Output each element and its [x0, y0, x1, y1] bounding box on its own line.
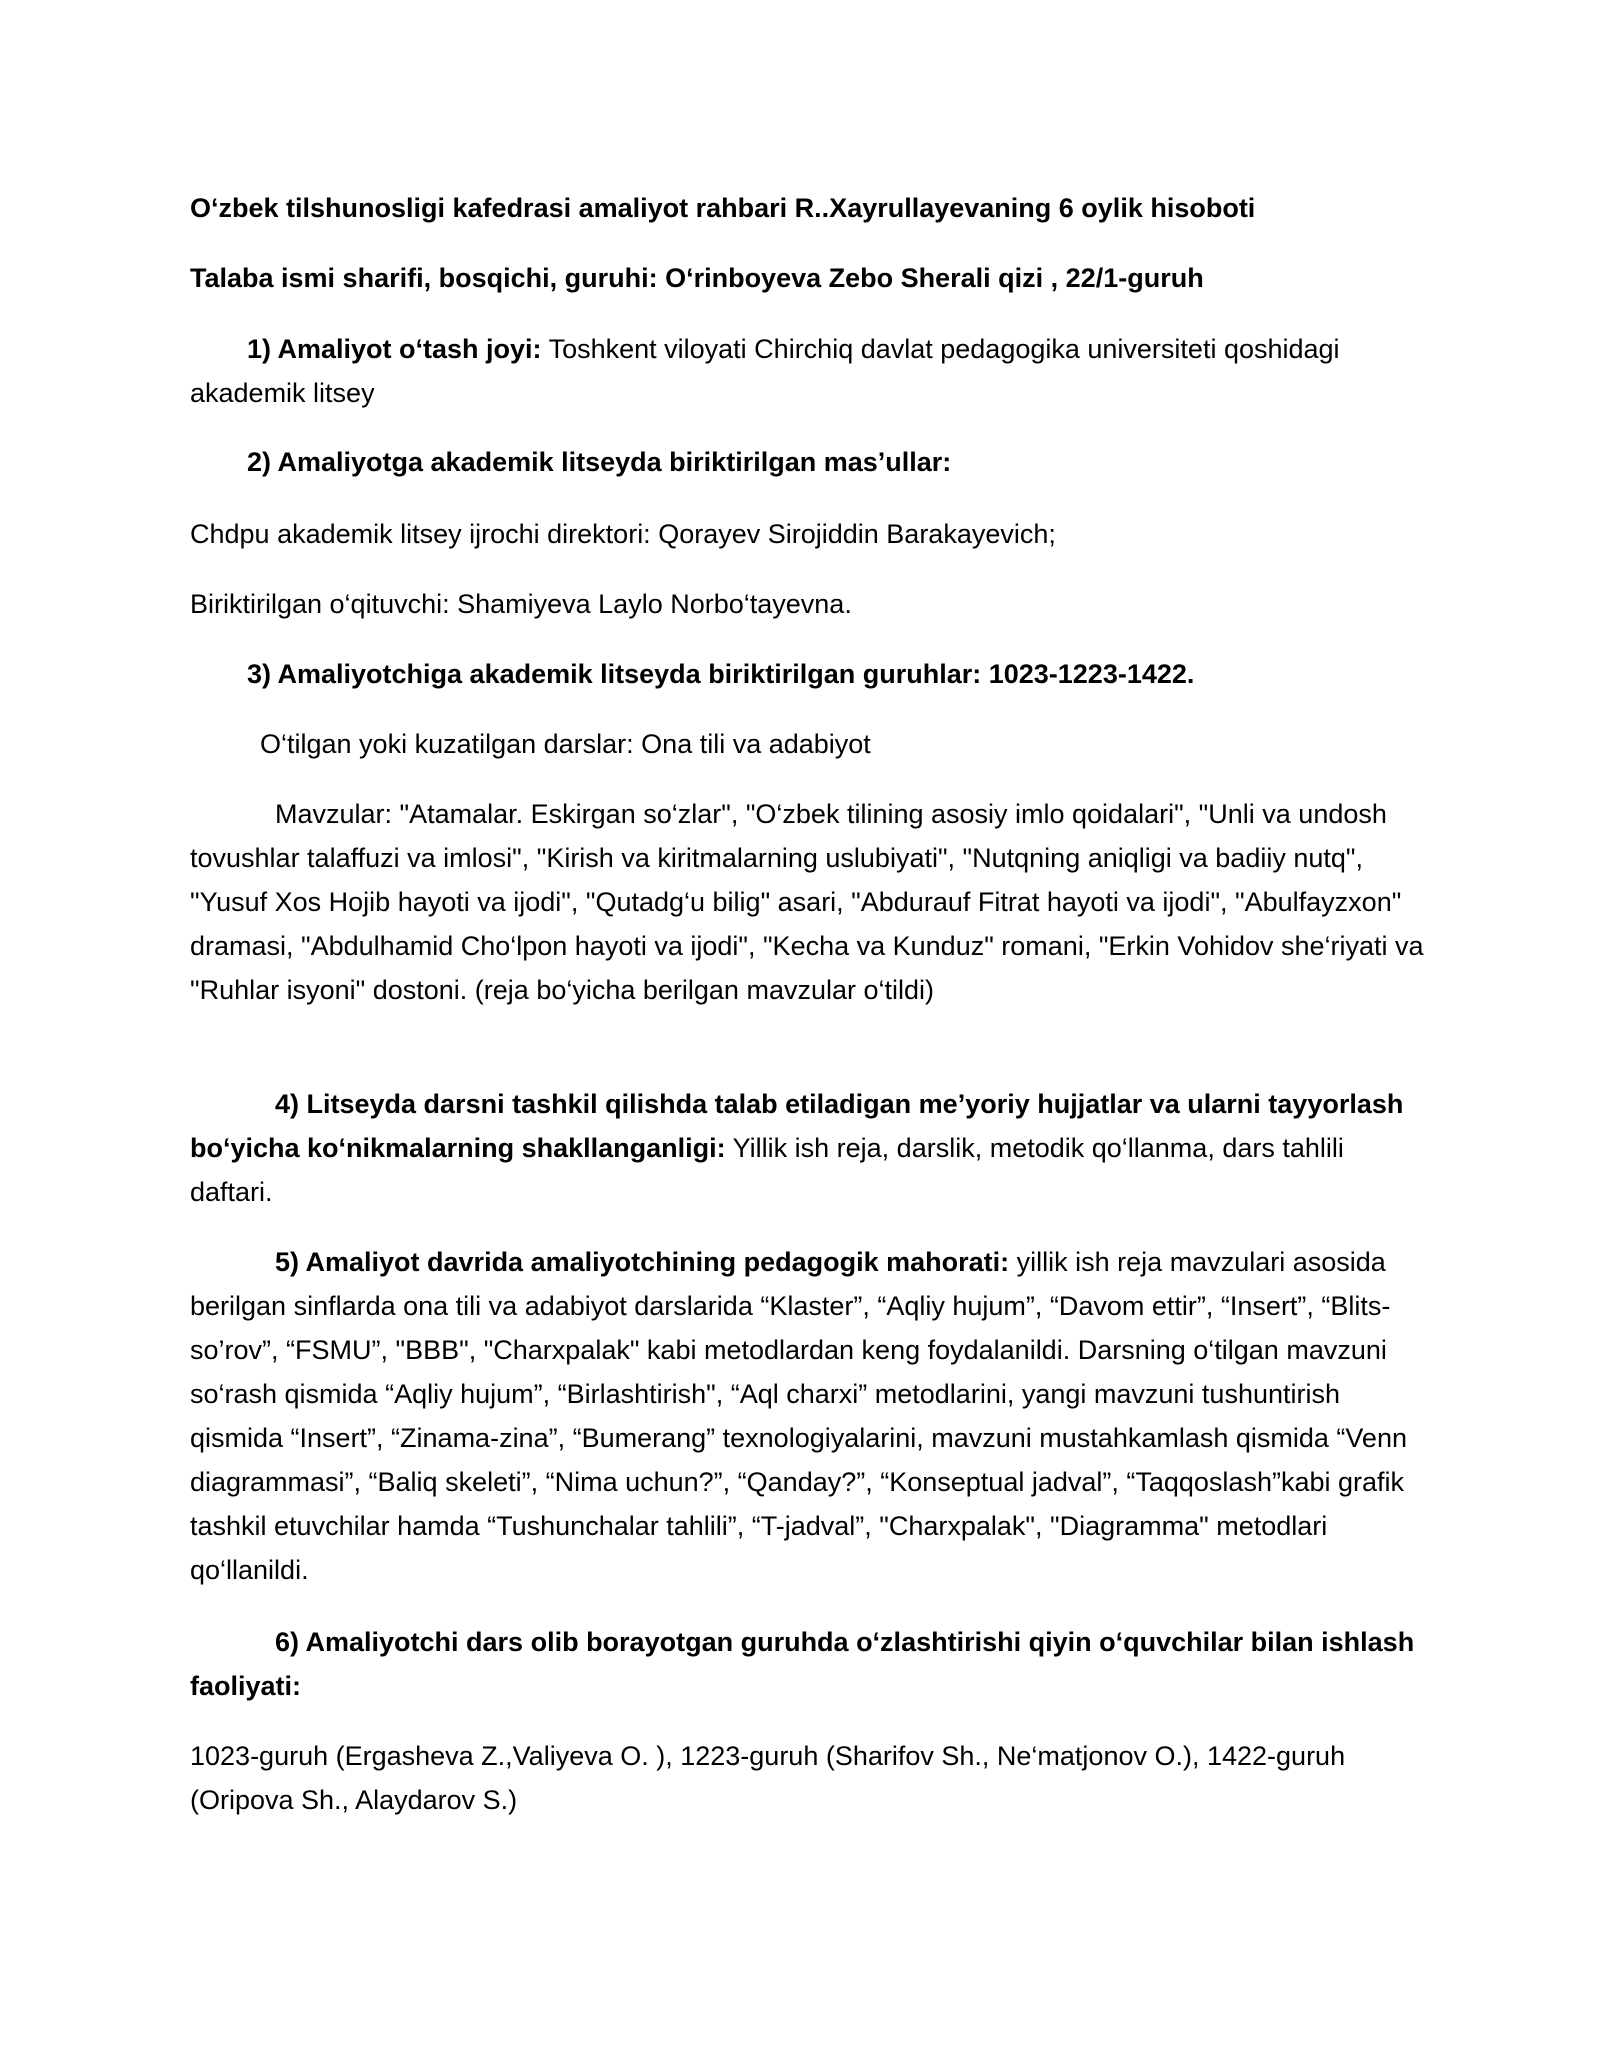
section-5-text: yillik ish reja mavzulari asosida berilgan sinflarda ona tili va adabiyot darslarida “Klaster”, “Aqliy hujum”, “Davom ettir”, “Insert”, “Blits-so’rov”, “FSMU”, "BBB", "Charxpalak" kabi metodlardan keng foydalanildi. Darsning o‘tilgan mavzuni so‘rash qismida “Aqliy hujum”, “Birlashtirish", “Aql charxi” metodlarini, yangi mavzuni tushuntirish qismida “Insert”, “Zinama-zina”, “Bumerang” texnologiyalarini, mavzuni mustahkamlash qismida “Venn diagrammasi”, “Baliq skeleti”, “Nima uchun?”, “Qanday?”, “Konseptual jadval”, “Taqqoslash”kabi grafik tashkil etuvchilar hamda “Tushunchalar tahlili”, “T-jadval”, "Charxpalak", "Diagramma" metodlari qo‘llanildi. — [190, 1247, 1407, 1585]
lessons-line: O‘tilgan yoki kuzatilgan darslar: Ona tili va adabiyot — [260, 729, 871, 759]
section-4 — [190, 1082, 1430, 1214]
section-4-text: Yillik ish reja, darslik, metodik qo‘llanma, dars tahlili daftari. — [190, 1133, 1344, 1207]
section-1-label: 1) Amaliyot o‘tash joyi: — [247, 334, 542, 364]
section-5 — [190, 1240, 1430, 1592]
section-1-text: Toshkent viloyati Chirchiq davlat pedagogika universiteti qoshidagi akademik litsey — [190, 334, 1340, 408]
document-title: O‘zbek tilshunosligi kafedrasi amaliyot rahbari R..Xayrullayevaning 6 oylik hisoboti — [190, 193, 1256, 223]
teacher-line: Biriktirilgan o‘qituvchi: Shamiyeva Laylo Norbo‘tayevna. — [190, 589, 852, 619]
section-3-groups: 1023-1223-1422. — [981, 659, 1195, 689]
section-5-label: 5) Amaliyot davrida amaliyotchining pedagogik mahorati: — [275, 1247, 1010, 1277]
groups-detail: 1023-guruh (Ergasheva Z.,Valiyeva O. ), 1223-guruh (Sharifov Sh., Ne‘matjonov O.), 1422-guruh (Oripova Sh., Alaydarov S.) — [190, 1741, 1346, 1815]
section-1 — [190, 327, 1430, 415]
section-3 — [190, 652, 1430, 696]
topics-paragraph: Mavzular: "Atamalar. Eskirgan so‘zlar", "O‘zbek tilining asosiy imlo qoidalari", "Unli va undosh tovushlar talaffuzi va imlosi", "Kirish va kiritmalarning uslubiyati", "Nutqning aniqligi va badiiy nutq", "Yusuf Xos Hojib hayoti va ijodi", "Qutadg‘u bilig" asari, "Abdurauf Fitrat hayoti va ijodi", "Abulfayzxon" dramasi, "Abdulhamid Cho‘lpon hayoti va ijodi", "Kecha va Kunduz" romani, "Erkin Vohidov she‘riyati va "Ruhlar isyoni" dostoni. (reja bo‘yicha berilgan mavzular o‘tildi) — [190, 799, 1424, 1005]
section-4-label: 4) Litseyda darsni tashkil qilishda talab etiladigan me’yoriy hujjatlar va ularni tayyorlash bo‘yicha ko‘nikmalarning shakllanganligi: — [190, 1089, 1404, 1163]
director-line: Chdpu akademik litsey ijrochi direktori: Qorayev Sirojiddin Barakayevich; — [190, 519, 1056, 549]
section-3-label: 3) Amaliyotchiga akademik litseyda biriktirilgan guruhlar: — [247, 659, 982, 689]
student-info: Talaba ismi sharifi, bosqichi, guruhi: O‘rinboyeva Zebo Sherali qizi , 22/1-guruh — [190, 263, 1204, 293]
section-2-heading: 2) Amaliyotga akademik litseyda biriktirilgan mas’ullar: — [247, 447, 952, 477]
section-6-heading: 6) Amaliyotchi dars olib borayotgan guruhda o‘zlashtirishi qiyin o‘quvchilar bilan ishlash faoliyati: — [190, 1627, 1415, 1701]
